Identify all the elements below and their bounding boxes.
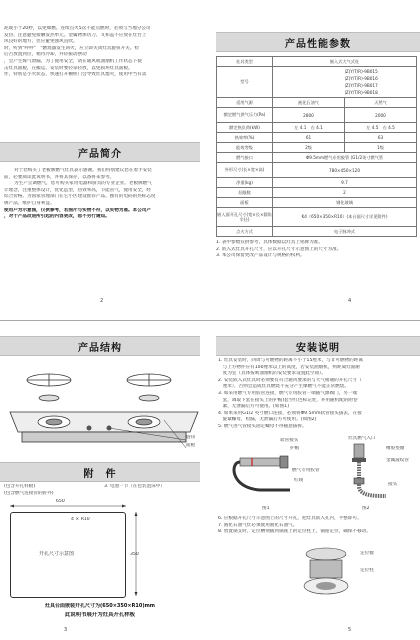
table-cell-models [345, 67, 417, 98]
table-cell: 适用气源 [217, 98, 273, 108]
table-row [217, 108, 417, 123]
table-cell: 嵌入式大气式灶 [273, 57, 417, 67]
table-cell: 780×450×120 [273, 163, 417, 178]
text-line: 牌产品，维护自身利益。 [4, 200, 55, 206]
text-line: 3. 如采用燃气专用胶管连接，燃气专用胶管一端插气源阀门，另一端 [218, 390, 358, 396]
fig2-label-d: 接头 [388, 482, 398, 487]
table-row [217, 208, 417, 227]
table-row [217, 198, 417, 208]
table-cell: 1级 [345, 143, 417, 153]
table-row [217, 188, 417, 198]
fig2-label-b: 橡胶垫圈 [386, 446, 405, 451]
table-cell: 2 [273, 188, 417, 198]
fig1-label-c: 燃气专用胶管 [292, 468, 320, 473]
text-line: ，会产生煤气泄漏，为了使用安全，请在通风或油烟机工作状态下使 [4, 58, 142, 64]
page-5 [210, 320, 420, 640]
section-band-structure [0, 336, 200, 356]
fig1-caption: 图1 [262, 506, 270, 511]
table-cell: 额定热负荷(kW) [217, 123, 273, 133]
fig2-caption: 图2 [362, 506, 370, 511]
fig1-label-d: 红线 [294, 478, 304, 483]
corner-radius-label: 4 × R10 [71, 517, 90, 522]
pan-support [27, 374, 171, 386]
text-line: 度为宜（具体按吸油烟机的安装要求设置此空间）。 [218, 371, 326, 377]
install-text-2 [218, 516, 418, 536]
fig1-label-a: 软管接头 [280, 438, 299, 443]
section-band-install [216, 336, 420, 356]
text-line: 套，调取下套在接头上的护帽)套至红色标记处，并用随机配的附卷 [218, 397, 358, 403]
table-cell: 63 [345, 133, 417, 143]
section-title: 产品结构 [78, 343, 122, 354]
text-line: 对于您购买了老板牌燃气灶具表示感谢。我们特别建议您在着手安装 [14, 168, 152, 173]
text-line: 8. 放置锅支时，定位槽须插到锅座上的定位柱上，锅座定位，确保不移动。 [218, 529, 371, 535]
table-cell: 额定燃气供气压力(Pa) [217, 108, 273, 123]
section-title: 安装说明 [296, 343, 340, 354]
text-line: 与上方物件应有100厘米以上的高度，若安装油烟机，则距离灶面耐 [218, 364, 360, 370]
page-4 [210, 0, 420, 320]
text-line: 1. 灶具安装时，四周与可燃物的距离不小于15厘米，与非可燃物的距离 [218, 358, 363, 363]
dim-height-label: 350 [130, 552, 139, 557]
label-knob: 旋钮 [186, 435, 196, 440]
table-cell: 能效等级 [217, 143, 273, 153]
table-row [217, 153, 417, 163]
text-line: 泥或小于20秒，以免爆燃。连续点火5次不能点燃时，必须与当地分公司 [4, 26, 151, 31]
table-cell: Φ9.5mm燃气专用胶管 (G1/2英寸燃气管 [273, 153, 417, 163]
text-line: 4. 如果采用G1/2 英寸燃口连接，必须将Φ9.5mm软管接头拔去，在接 [218, 410, 362, 416]
table-cell: 电子脉冲式 [273, 227, 417, 237]
table-cell: 2级 [273, 143, 345, 153]
text-line: 为生产烹调燃气，您可购买家用电器和厨具的专业企业。老板牌燃气 [14, 181, 152, 187]
table-cell: 61 [273, 133, 345, 143]
text-line: 6. 应根据开孔尺寸示意图上的尺寸开孔，把灶具嵌入孔内，平整即可。 [218, 516, 362, 521]
table-cell: 钢化玻璃 [273, 198, 417, 208]
table-row [217, 67, 417, 98]
page-number: 5 [348, 627, 352, 633]
text-line: 发热。注意避免接触发热单元。金属物体切刀、叉和盖不应放在灶台上 [4, 32, 147, 38]
text-line: 厘米），否则会造成灶具燃烧不充分产生爆燃气不能正常燃烧。 [218, 384, 349, 390]
table-cell: 左 4.1 右 4.1 [273, 123, 345, 133]
fig2-label-c: 金属波纹管 [386, 458, 409, 463]
table-cell: 嵌入面开孔尺寸(宽×长×圆角半径) [217, 208, 273, 227]
text-line: 后否放置到位，稍待冷却，并轻振动摆动 [4, 52, 87, 58]
table-row [217, 98, 417, 108]
page-2 [0, 0, 210, 320]
table-cell: 天然气 [345, 98, 417, 108]
intro-top-text [4, 26, 204, 79]
table-row [217, 123, 417, 133]
section-title: 产品简介 [78, 149, 122, 160]
text-line: 2. 安装嵌入式灶具时必须要有符合通风要求的与大气相通的开孔尺寸（ [218, 377, 362, 383]
table-cell: 9.7 [273, 178, 417, 188]
table-cell: 面板 [217, 198, 273, 208]
text-line: 作，特别是小火状态，快速打开橱柜门会导致灶具熄火，使用中当有需 [4, 72, 147, 78]
text-line: 7. 液化石油气灶必须使用液化石油气。 [218, 522, 298, 528]
table-cell [273, 67, 345, 98]
table-row [217, 163, 417, 178]
stove-structure-diagram [4, 362, 204, 458]
table-cell: 液化石油气 [273, 98, 345, 108]
table-cell: 燃气接口 [217, 153, 273, 163]
spec-notes [216, 240, 416, 260]
section-band-intro [0, 142, 200, 162]
spec-table [216, 56, 417, 237]
table-cell: 净重(kg) [217, 178, 273, 188]
table-cell: 左 4.5 右 4.5 [345, 123, 417, 133]
text-line: 风良好的地方，但应避免强风直吹。 [4, 39, 78, 45]
page-divider [0, 320, 420, 321]
section-title: 附 件 [83, 469, 117, 480]
section-title: 产品性能参数 [285, 39, 351, 50]
table-cell: 2800 [273, 108, 345, 123]
table-cell: K4（650×350×R10）(本台面尺寸详见附件) [273, 208, 417, 227]
text-line: 紧，无泄漏后方可使用。[如图1] [218, 404, 289, 410]
cutout-caption: 灶具台面嵌装开孔尺寸为(650×350×R10)mm [44, 603, 156, 609]
model-item: JZ(Y/T/R)-9B016 [344, 76, 378, 81]
text-line: 5. 燃气进气管接头固定螺母不得随意拔拆。 [218, 423, 307, 429]
table-row [217, 133, 417, 143]
accessory-item-3: 3. 电池一节（在包装泡沫中） [104, 484, 165, 489]
page-number: 3 [64, 627, 68, 633]
text-line: 综合价格。为国家管理部门在它小区建设推荐产品。独有的电码的热标志度 [4, 194, 156, 200]
page-number: 4 [348, 298, 352, 304]
burner-cap [39, 395, 159, 401]
page-number: 2 [100, 298, 104, 304]
fig1-label-b: 护帽 [290, 446, 300, 451]
text-line: 前，必要阅读此说明书，并将其保存，以备将来参考。 [4, 174, 115, 180]
table-cell: 2000 [345, 108, 417, 123]
stove-base [22, 432, 186, 442]
template-label: 开孔尺寸示意图 [39, 551, 75, 557]
text-line-bold: 使用户为示意图，仅供参考，若图片与实物不符，以实物为准。本公司产 [4, 207, 152, 213]
table-row [217, 178, 417, 188]
dim-width-label: 650 [56, 499, 65, 504]
model-item: JZ(Y/T/R)-9B018 [344, 90, 378, 95]
pos-label-b: 定位柱 [360, 568, 374, 573]
text-line: 计理念，注重整体设计，优化造型，热效率高，节能省气，使用安全，经 [4, 187, 152, 193]
burner-positioning-diagram [300, 542, 352, 602]
text-line: 击灶具面板，在搬运、安装时要轻拿轻放，以免损坏灶具面板。 [4, 65, 133, 71]
table-row [217, 57, 417, 67]
model-item: JZ(Y/T/R)-9B015 [344, 69, 378, 74]
intro-text [4, 168, 204, 221]
table-cell: 点火方式 [217, 227, 273, 237]
pos-label-a: 定位楔 [360, 551, 374, 556]
section-band-specs [216, 32, 420, 52]
label-panel: 面板 [186, 443, 196, 448]
table-cell: 灶具类型 [217, 57, 273, 67]
bellows-connection-diagram [334, 438, 394, 504]
note-line: 3. 本公司保留更改产品设计与规格的权利。 [216, 253, 305, 259]
fig2-label-a: 灶具燃气入口 [348, 436, 376, 441]
note-line: 2. 嵌入式灶具开孔尺寸，应以开孔尺寸示意图上的尺寸为准。 [216, 246, 342, 252]
text-line: 旋紧螺母，检漏，无泄漏后方可使用。[如图2] [218, 417, 317, 423]
model-item: JZ(Y/T/R)-9B017 [344, 83, 378, 88]
accessory-item-1b: (包含燃气连接管的卧外) [4, 491, 54, 496]
cutout-caption-2: 此说明书展开为灶具开孔样板 [64, 612, 136, 618]
cutout-template [10, 512, 126, 598]
page-3 [0, 320, 210, 640]
text-line: 时，听到"呼呼" "燃烧器发生回火，应立即关闭灶具旋钮开关。检 [4, 45, 139, 51]
section-band-accessories [0, 462, 200, 482]
text-line-bold: ，对于产品改进所引起的内容更改，恕不另行通知。 [4, 214, 110, 220]
note-line: 1. 表中参数仅供参考，具体数据以灶具上铭牌为准。 [216, 240, 323, 245]
table-cell: 灶眼数 [217, 188, 273, 198]
table-cell: 外形尺寸(长×宽×高) [217, 163, 273, 178]
install-text [218, 358, 418, 431]
accessory-item-1: (包含开孔样板) [4, 484, 36, 489]
table-cell: 型号 [217, 67, 273, 98]
table-row [217, 143, 417, 153]
table-cell: 热效率(%) [217, 133, 273, 143]
table-row [217, 227, 417, 237]
